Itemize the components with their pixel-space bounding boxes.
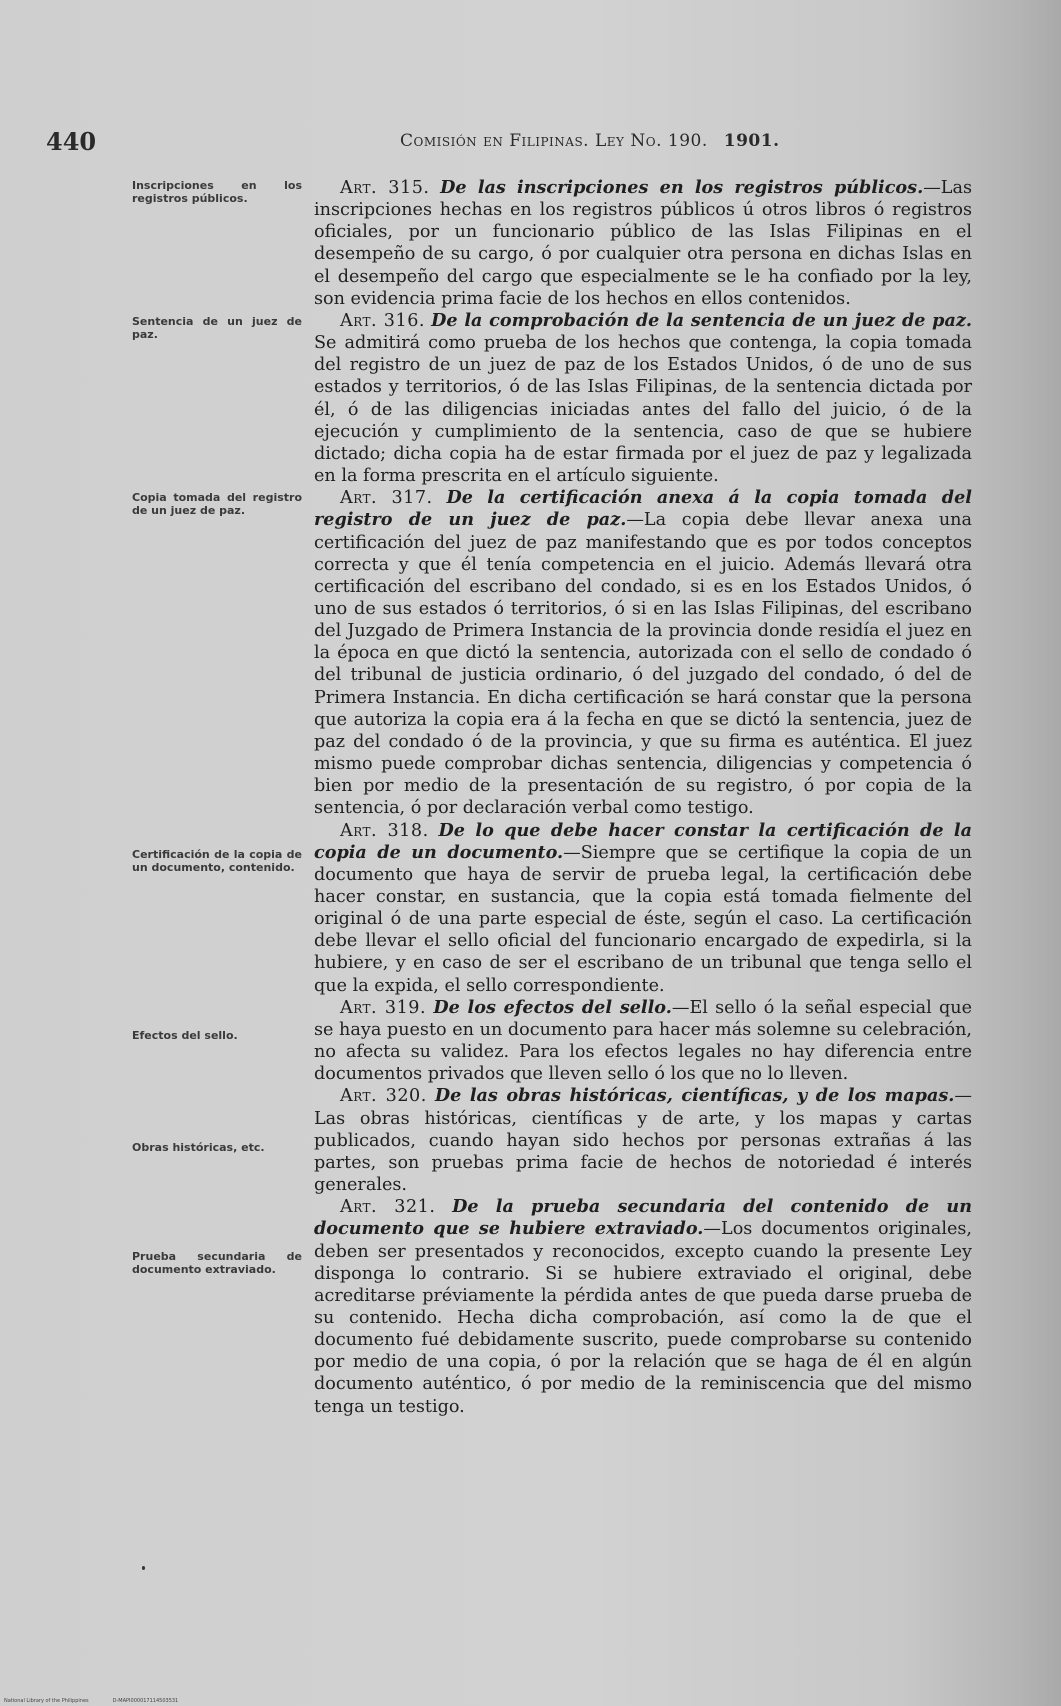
footer-code: D-MAPI000017114503531 [112, 1698, 179, 1704]
article-label: Art. 321. [340, 1197, 436, 1218]
margin-note: Obras históricas, etc. [132, 1141, 265, 1154]
footer-library: National Library of the Philippines [4, 1698, 89, 1704]
article-title: De las obras históricas, científicas, y de los mapas. [434, 1085, 955, 1107]
article-title: De la certificación anexa á la copia tomada del registro de un juez de paz. [314, 487, 972, 531]
main-text [314, 177, 972, 1418]
article-title: De los efectos del sello. [433, 996, 672, 1018]
article-title: De lo que debe hacer constar la certificación de la copia de un documento. [314, 819, 973, 863]
article-label: Art. 316. [340, 310, 425, 331]
article-label: Art. 315. [340, 178, 430, 198]
article-315 [314, 177, 972, 310]
scan-footer [4, 1698, 202, 1704]
article-text: —Siempre que se certifique la copia de un documento que haya de servir de prueba legal, la certificación debe hacer constar, en sustancia, que la copia está tomada fielmente del original ó de una parte especial de éste, según el caso. La certificación debe llevar el sello oficial del funcionario encargado de expedirla, si la hubiere, y en caso de ser el escribano de un tribunal que tenga sello el que la expida, el sello correspondiente. [314, 842, 973, 996]
article-320 [314, 1085, 972, 1196]
running-head-title: Comisión en Filipinas. Ley No. 190. [400, 131, 708, 151]
article-318 [314, 820, 972, 997]
article-321 [314, 1196, 972, 1418]
running-head [400, 131, 779, 151]
article-label: Art. 320. [340, 1086, 427, 1107]
ink-speck [142, 1566, 145, 1570]
margin-note: Inscripciones en los registros públicos. [132, 179, 302, 205]
article-text: — Las obras históricas, científicas y de arte, y los mapas y cartas publicados, cuando hayan sido hechos por personas extrañas á las partes, son pruebas prima facie de hechos de notoriedad é interés generales. [314, 1086, 973, 1196]
running-head-year: 1901. [723, 131, 780, 151]
article-title: De las inscripciones en los registros públicos. [440, 177, 924, 198]
article-316 [314, 310, 972, 487]
margin-note: Prueba secundaria de documento extraviado. [132, 1250, 302, 1276]
margin-note: Efectos del sello. [132, 1029, 238, 1042]
article-title: De la prueba secundaria del contenido de un documento que se hubiere extraviado. [314, 1196, 972, 1240]
article-label: Art. 317. [340, 488, 433, 509]
article-label: Art. 319. [340, 997, 427, 1018]
article-317 [314, 487, 972, 819]
article-text: —Las inscripciones hechas en los registros públicos ú otros libros ó registros oficiales, por un funcionario público de las Islas Filipinas en el desempeño de su cargo, ó por cualquier otra persona en dichas Islas en el desempeño del cargo que especialmente se le ha confiado por la ley, son evidencia prima facie de los hechos en ellos contenidos. [314, 178, 972, 309]
article-label: Art. 318. [340, 820, 429, 841]
article-text: —El sello ó la señal especial que se haya puesto en un documento para hacer más solemne su celebración, no afecta su validez. Para los efectos legales no hay diferencia entre documentos privados que lleven sello ó los que no lo lleven. [314, 997, 972, 1085]
margin-note: Sentencia de un juez de paz. [132, 315, 302, 341]
article-text: Se admitirá como prueba de los hechos que contenga, la copia tomada del registro de un juez de paz de los Estados Unidos, ó de uno de sus estados y territorios, ó de las Islas Filipinas, de la sentencia dictada por él, ó de las diligencias iniciadas antes del fallo del juicio, ó de la ejecución y cumplimiento de la sentencia, caso de que se hubiere dictado; dicha copia ha de estar firmada por el juez de paz y legalizada en la forma prescrita en el artículo siguiente. [314, 333, 972, 487]
margin-note: Certificación de la copia de un documento, contenido. [132, 848, 302, 874]
margin-note: Copia tomada del registro de un juez de paz. [132, 491, 302, 517]
article-text: —Los documentos originales, deben ser presentados y reconocidos, excepto cuando la presente Ley disponga lo contrario. Si se hubiere extraviado el original, debe acreditarse préviamente la pérdida antes de que pueda darse prueba de su contenido. Hecha dicha comprobación, así como la de que el documento fué debidamente suscrito, puede comprobarse su contenido por medio de una copia, ó por la relación que se haga de él en algún documento auténtico, ó por medio de la reminiscencia que del mismo tenga un testigo. [314, 1219, 972, 1417]
article-text: —La copia debe llevar anexa una certificación del juez de paz manifestando que es por todos conceptos correcta y que él tenía competencia en el juicio. Además llevará otra certificación del escribano del condado, si es en los Estados Unidos, ó uno de sus estados ó territorios, ó si en las Islas Filipinas, del escribano del Juzgado de Primera Instancia de la provincia donde residía el juez en la época en que dictó la sentencia, autorizada con el sello de condado ó del tribunal de justicia ordinario, ó del juzgado del condado, ó del de Primera Instancia. En dicha certificación se hará constar que la persona que autoriza la copia era á la fecha en que se dictó la sentencia, juez de paz del condado ó de la provincia, y que su firma es auténtica. El juez mismo puede comprobar dichas sentencia, diligencias y competencia ó bien por medio de la presentación de su registro, ó por copia de la sentencia, ó por declaración verbal como testigo. [314, 510, 972, 819]
page-number: 440 [46, 127, 97, 156]
page-header [0, 127, 1061, 157]
article-title: De la comprobación de la sentencia de un juez de paz. [431, 309, 972, 331]
article-319 [314, 997, 972, 1086]
